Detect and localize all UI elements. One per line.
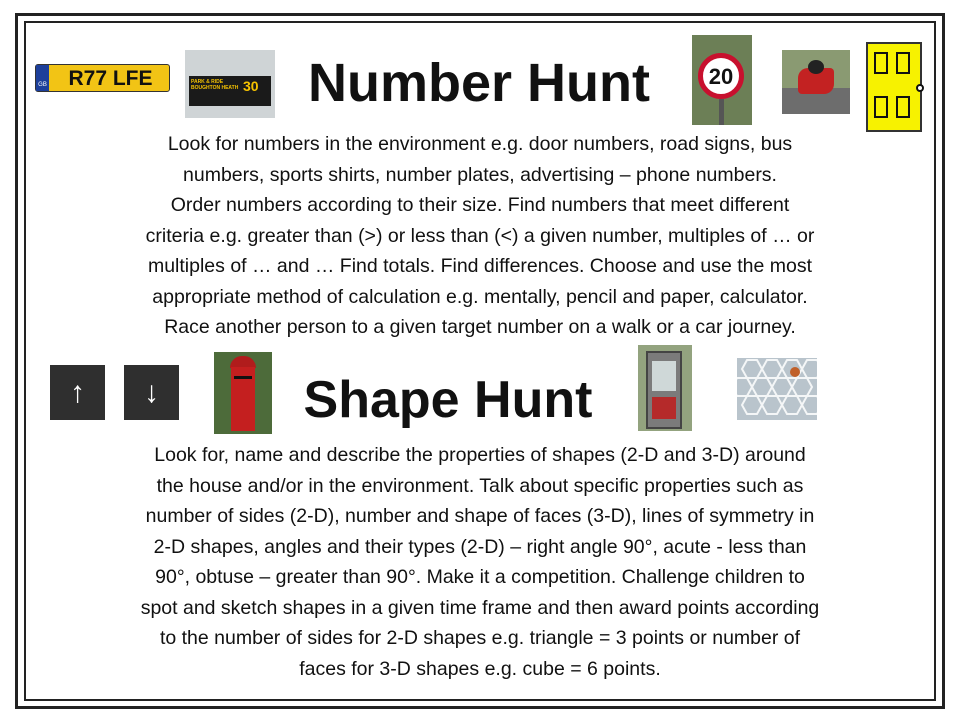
shape-hunt-title: Shape Hunt [303,371,593,429]
bus-sign-line1: PARK & RIDE [191,79,224,85]
speed-limit-disc: 20 [698,53,744,99]
shirt-digit [874,52,888,74]
hexagon-pattern-icon [737,358,817,420]
text-line: appropriate method of calculation e.g. mentally, pencil and paper, calculator. [152,285,808,308]
text-line: multiples of … and … Find totals. Find differences. Choose and use the most [147,255,813,277]
gb-badge: GB [36,65,49,91]
speed-sign-photo [692,35,752,125]
arrow-up-icon: ↑ [70,376,85,409]
text-line: criteria e.g. greater than (>) or less than (<) a given number, multiples of … or [145,224,815,247]
sign-pole [719,99,724,125]
text-line: number of sides (2-D), number and shape of faces (3-D), lines of symmetry in [145,505,815,527]
text-line: Race another person to a given target number on a walk or a car journey. [164,316,796,338]
motorbike-photo [782,50,850,114]
shirt-badge [916,84,924,92]
number-hunt-description [0,129,960,343]
text-line: Order numbers according to their size. Find numbers that meet different [170,194,790,216]
text-line: the house and/or in the environment. Talk about specific properties such as [156,474,804,497]
text-line: to the number of sides for 2-D shapes e.g. triangle = 3 points or number of [159,627,801,649]
booth-panel [652,397,676,419]
shirt-digit [896,96,910,118]
shape-hunt-description [0,440,960,684]
text-line: Look for, name and describe the properties of shapes (2-D and 3-D) around [154,444,806,466]
hexagon-net-photo [737,358,817,420]
rider-helmet [808,60,824,74]
text-line: faces for 3-D shapes e.g. cube = 6 points. [299,657,661,680]
text-line: 2-D shapes, angles and their types (2-D) – right angle 90°, acute - less than [153,535,807,558]
sports-shirt-number-photo [866,42,922,132]
phone-box-photo [638,345,692,431]
arrow-down-icon: ↓ [144,376,159,409]
text-line: Look for numbers in the environment e.g. door numbers, road signs, bus [167,133,793,155]
shirt-digit [874,96,888,118]
bus-route-number: 30 [243,78,259,94]
text-line: 90°, obtuse – greater than 90°. Make it a competition. Challenge children to [155,566,805,588]
text-line: numbers, sports shirts, number plates, advertising – phone numbers. [183,163,777,186]
booth-window [652,361,676,391]
shirt-digit [896,52,910,74]
plate-registration: R77 LFE [68,67,153,90]
number-hunt-title: Number Hunt [308,53,650,113]
text-line: spot and sketch shapes in a given time frame and then award points according [140,596,820,619]
bus-sign-line2: BOUGHTON HEATH [191,85,239,91]
